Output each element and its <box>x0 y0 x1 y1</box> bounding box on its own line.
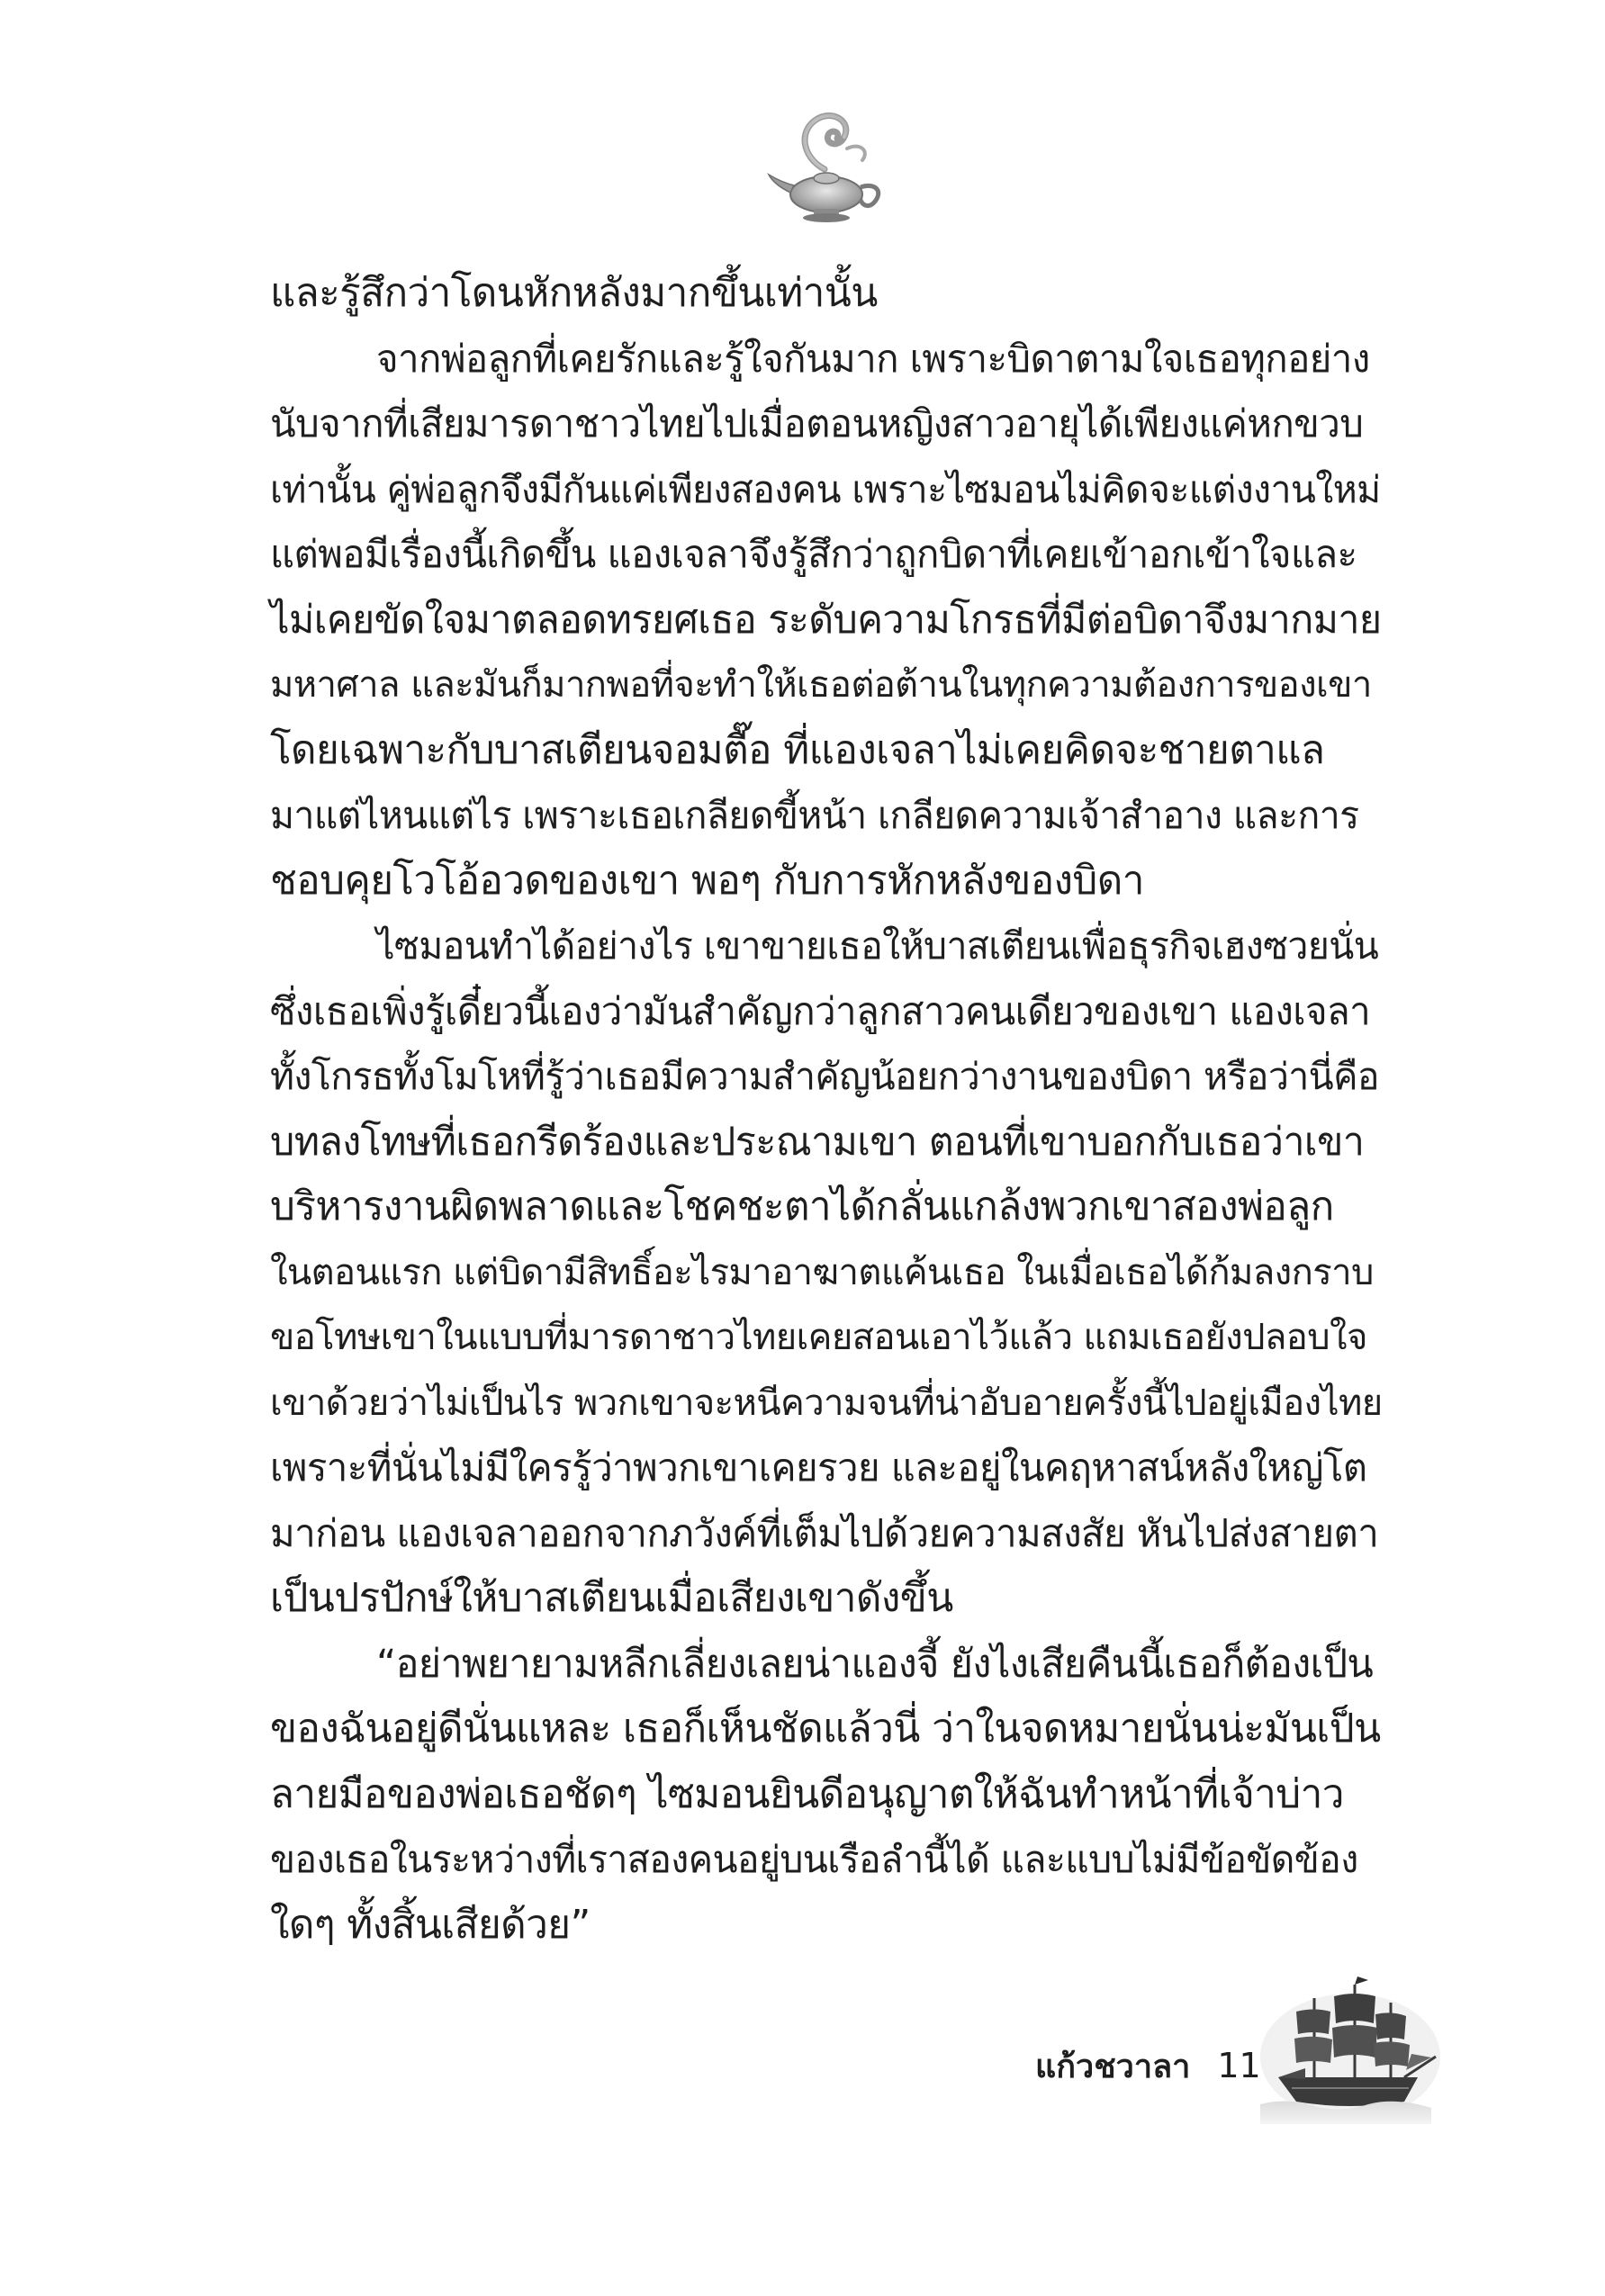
text-line: เพราะที่นั่นไม่มีใครรู้ว่าพวกเขาเคยรวย และอยู่ในคฤหาสน์หลังใหญ่โต <box>270 1445 1367 1490</box>
text-line: ทั้งโกรธทั้งโมโหที่รู้ว่าเธอมีความสำคัญน้อยกว่างานของบิดา หรือว่านี่คือ <box>270 1055 1379 1098</box>
text-line: มาก่อน แองเจลาออกจากภวังค์ที่เต็มไปด้วยความสงสัย หันไปส่งสายตา <box>270 1510 1379 1555</box>
text-line: เขาด้วยว่าไม่เป็นไร พวกเขาจะหนีความจนที่น่าอับอายครั้งนี้ไปอยู่เมืองไทย <box>270 1382 1383 1424</box>
page-number: 11 <box>1217 2046 1261 2085</box>
text-line: มหาศาล และมันก็มากพอที่จะทำให้เธอต่อต้านในทุกความต้องการของเขา <box>270 664 1372 706</box>
text-line: บทลงโทษที่เธอกรีดร้องและประณามเขา ตอนที่เขาบอกกับเธอว่าเขา <box>270 1119 1365 1165</box>
text-line: ไซมอนทำได้อย่างไร เขาขายเธอให้บาสเตียนเพื่อธุรกิจเฮงซวยนั่น <box>376 924 1379 968</box>
text-line: มาแต่ไหนแต่ไร เพราะเธอเกลียดขี้หน้า เกลียดความเจ้าสำอาง และการ <box>270 794 1359 837</box>
text-line: เป็นปรปักษ์ให้บาสเตียนเมื่อเสียงเขาดังขึ้น <box>270 1575 953 1621</box>
text-line: จากพ่อลูกที่เคยรักและรู้ใจกันมาก เพราะบิดาตามใจเธอทุกอย่าง <box>376 336 1370 381</box>
text-line: ของฉันอยู่ดีนั่นแหละ เธอก็เห็นชัดแล้วนี่ ว่าในจดหมายนั่นน่ะมันเป็น <box>270 1706 1381 1751</box>
body-text <box>270 261 1383 1958</box>
text-line: ในตอนแรก แต่บิดามีสิทธิ์อะไรมาอาฆาตแค้นเธอ ในเมื่อเธอได้ก้มลงกราบ <box>270 1251 1374 1293</box>
genie-lamp-icon <box>762 99 897 234</box>
text-line: เท่านั้น คู่พ่อลูกจึงมีกันแค่เพียงสองคน เพราะไซมอนไม่คิดจะแต่งงานใหม่ <box>270 467 1381 511</box>
text-line: ของเธอในระหว่างที่เราสองคนอยู่บนเรือลำนี้ได้ และแบบไม่มีข้อขัดข้อง <box>270 1838 1358 1881</box>
text-line: บริหารงานผิดพลาดและโชคชะตาได้กลั่นแกล้งพวกเขาสองพ่อลูก <box>270 1184 1334 1229</box>
text-line: นับจากที่เสียมารดาชาวไทยไปเมื่อตอนหญิงสาวอายุได้เพียงแค่หกขวบ <box>270 401 1364 446</box>
text-line: แต่พอมีเรื่องนี้เกิดขึ้น แองเจลาจึงรู้สึกว่าถูกบิดาที่เคยเข้าอกเข้าใจและ <box>270 532 1357 576</box>
text-line: ลายมือของพ่อเธอชัดๆ ไซมอนยินดีอนุญาตให้ฉันทำหน้าที่เจ้าบ่าว <box>270 1770 1344 1817</box>
book-title: แก้วชวาลา <box>1035 2048 1191 2085</box>
text-line: และรู้สึกว่าโดนหักหลังมากขึ้นเท่านั้น <box>270 270 878 316</box>
page-footer <box>1035 2030 1261 2102</box>
text-line: ใดๆ ทั้งสิ้นเสียด้วย” <box>270 1901 591 1948</box>
pirate-ship-icon <box>1251 1971 1440 2124</box>
text-line: ชอบคุยโวโอ้อวดของเขา พอๆ กับการหักหลังของบิดา <box>270 857 1144 904</box>
text-line: “อย่าพยายามหลีกเลี่ยงเลยน่าแองจี้ ยังไงเสียคืนนี้เธอก็ต้องเป็น <box>376 1641 1374 1687</box>
text-line: ขอโทษเขาในแบบที่มารดาชาวไทยเคยสอนเอาไว้แล้ว แถมเธอยังปลอบใจ <box>270 1317 1367 1358</box>
text-line: ซึ่งเธอเพิ่งรู้เดี๋ยวนี้เองว่ามันสำคัญกว่าลูกสาวคนเดียวของเขา แองเจลา <box>270 988 1371 1033</box>
text-line: โดยเฉพาะกับบาสเตียนจอมตื๊อ ที่แองเจลาไม่เคยคิดจะชายตาแล <box>270 726 1325 773</box>
text-line: ไม่เคยขัดใจมาตลอดทรยศเธอ ระดับความโกรธที่มีต่อบิดาจึงมากมาย <box>270 597 1382 643</box>
